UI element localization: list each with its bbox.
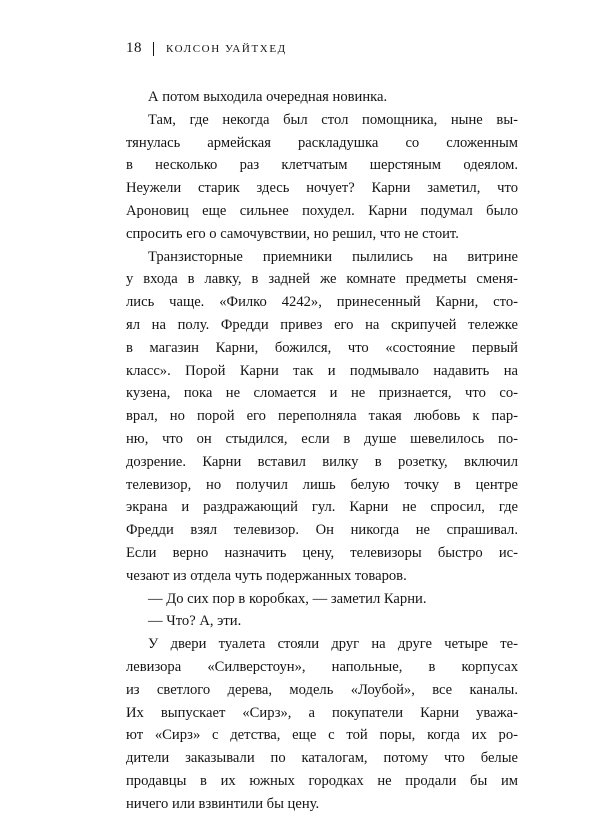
text-line: левизора «Силверстоун», напольные, в корпусах	[126, 658, 518, 675]
text-line: тянулась армейская раскладушка со сложенным	[126, 134, 518, 151]
author-name: КОЛСОН УАЙТХЕД	[166, 42, 287, 55]
text-line: Ароновиц еще сильнее похудел. Карни подумал было	[126, 202, 518, 219]
text-line: в несколько раз клетчатым шерстяным одеялом.	[126, 157, 518, 174]
text-line: телевизор, но получил лишь белую точку в центре	[126, 476, 518, 493]
text-line: дители заказывали по каталогам, потому что белые	[126, 750, 518, 767]
text-line: ют «Сирз» с детства, еще с той поры, когда их ро-	[126, 727, 518, 744]
text-line: Если верно назначить цену, телевизоры быстро ис-	[126, 544, 518, 561]
text-line: У двери туалета стояли друг на друге четыре те-	[148, 636, 518, 653]
text-line: Транзисторные приемники пылились на витрине	[148, 248, 518, 265]
text-line: — Что? А, эти.	[148, 613, 242, 630]
text-line: класс». Порой Карни так и подмывало надавить на	[126, 362, 518, 379]
text-line: кузена, пока не сломается и не признается, что со-	[126, 385, 518, 402]
text-line: Их выпускает «Сирз», а покупатели Карни уважа-	[126, 704, 518, 721]
text-line: А потом выходила очередная новинка.	[148, 89, 388, 105]
text-line: у входа в лавку, в задней же комнате предметы сменя-	[126, 271, 518, 288]
text-line: из светлого дерева, модель «Лоубой», все каналы.	[126, 681, 518, 698]
text-line: экрана и раздражающий гул. Карни не спросил, где	[126, 499, 518, 516]
text-line: Там, где некогда был стол помощника, ныне вы-	[148, 111, 518, 128]
text-line: дозрение. Карни вставил вилку в розетку, включил	[126, 453, 518, 470]
text-body	[126, 86, 518, 816]
text-line: — До сих пор в коробках, — заметил Карни.	[148, 590, 427, 607]
text-line: чезают из отдела чуть подержанных товаров.	[126, 567, 407, 584]
text-line: ял на полу. Фредди привез его на скрипучей тележке	[126, 316, 518, 333]
text-line: в магазин Карни, божился, что «состояние первый	[126, 339, 518, 356]
text-line: ню, что он стыдился, если в душе шевелилось по-	[126, 430, 518, 447]
text-line: врал, но порой его переполняла такая любовь к пар-	[126, 408, 518, 425]
text-line: ничего или взвинтили бы цену.	[126, 795, 320, 812]
running-header	[126, 40, 287, 57]
text-line: спросить его о самочувствии, но решил, что не стоит.	[126, 225, 459, 242]
text-line: Фредди взял телевизор. Он никогда не спрашивал.	[126, 522, 518, 539]
page-number: 18	[126, 40, 142, 56]
text-line: продавцы в их южных городках не продали бы им	[126, 772, 518, 789]
header-divider	[153, 42, 154, 56]
text-line: лись чаще. «Филко 4242», принесенный Карни, сто-	[126, 294, 518, 311]
text-line: Неужели старик здесь ночует? Карни заметил, что	[126, 180, 518, 197]
